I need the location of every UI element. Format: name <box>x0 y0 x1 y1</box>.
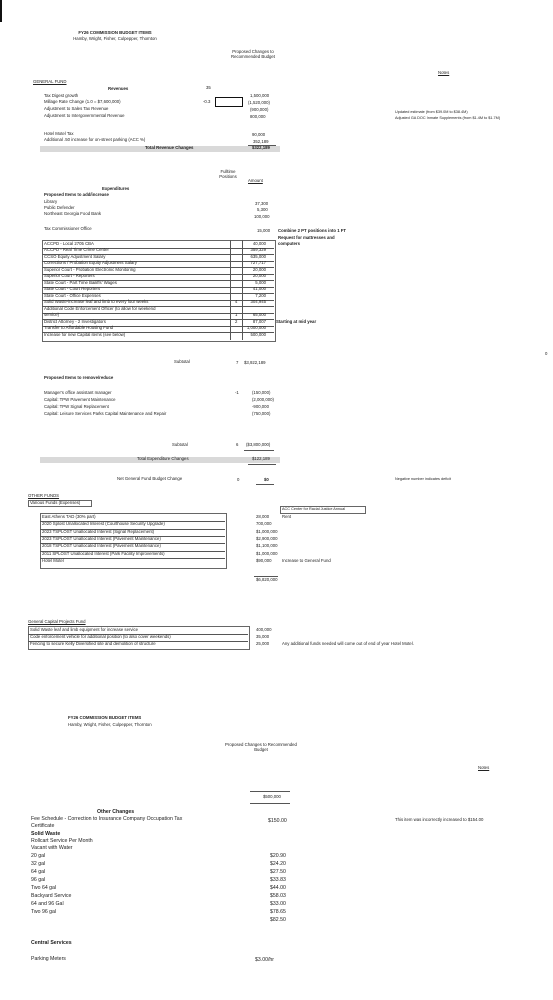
other-fund-amount: $90,000 <box>256 557 272 563</box>
other-fund-label: 2018 TSPLOST Unallocated Interest (Pavement Maintenance) <box>42 543 161 549</box>
remove-item-amount: (150,000) <box>252 390 271 395</box>
other-fund-amount: $2,900,000 <box>256 535 278 541</box>
rate-label: 96 gal <box>31 877 46 883</box>
tax-comm-note3: computers <box>278 241 300 246</box>
remove-item-label: Capital: Leisure Services Parks Capital Maintenance and Repair <box>44 411 167 416</box>
rate-amount: $27.50 <box>270 869 286 875</box>
net-note: Negative number indicates deficit <box>395 477 451 481</box>
capital-item-label: Code enforcement vehicle for additional position (to also cover weekends) <box>30 634 171 639</box>
other-fund-label: 2020 Splost Unallocated Interest (Courthouse Security Upgrade) <box>42 521 165 527</box>
revenue-note: Adjusted GA DOC Inmate Supplements (from $1.4M to $1.7M) <box>395 116 501 120</box>
remove-item-label: Manager's office assistant manager <box>44 390 112 395</box>
table-row-positions: 4 <box>235 299 238 305</box>
rule <box>250 791 290 792</box>
other-fund-label: East Athens TAD (30% part) <box>42 514 96 519</box>
rate-amount: $33.83 <box>270 877 286 883</box>
subtotal2-positions: 6 <box>236 442 239 447</box>
rate-label: 64 and 96 Gal <box>31 901 64 907</box>
table-row-amount: 1,000,000 <box>246 325 266 331</box>
marker-35: 35 <box>206 85 211 90</box>
capital-item-label: Fencing to secure Kelly Diversified site and demolition of structure <box>30 641 156 646</box>
other-funds-total: $6,820,000 <box>256 577 278 582</box>
table-row-label: State Court - Court Reporters <box>44 286 101 292</box>
table-row-amount: 500,000 <box>250 331 266 337</box>
table-row-amount: 5,000 <box>255 279 266 285</box>
capital-label: General Capital Projects Fund <box>28 619 86 624</box>
fee-amount: $150.00 <box>268 818 287 824</box>
net-label: Net General Fund Budget Change <box>117 476 183 481</box>
subtotal-label: Subtotal <box>174 359 190 364</box>
table-row-label: State Court - Office Expenses <box>44 292 101 298</box>
table-row-positions: 2 <box>235 318 238 324</box>
other-fund-amount: 28,000 <box>256 514 270 519</box>
page2-top-amount: $500,000 <box>263 794 281 799</box>
table-row-label: service) <box>44 312 60 318</box>
total-revenue-label: Total Revenue Changes <box>145 145 194 150</box>
add-item-label: Northeast Georgia Food Bank <box>44 211 102 216</box>
table-row-amount: 20,000 <box>252 273 266 279</box>
col-amount: Amount <box>248 178 263 183</box>
table-row-label: State Court - Part Time Bailiffs' Wages <box>44 279 117 285</box>
other-changes-heading: Other Changes <box>97 809 135 815</box>
rate-label: 64 gal <box>31 869 46 875</box>
table-row-label: ACCPD - Local 2705 CBA <box>44 240 94 246</box>
table-row-positions: 1 <box>235 312 238 318</box>
capital-item-amount: 400,000 <box>256 627 272 632</box>
page2-notes: Notes <box>478 765 490 770</box>
add-item-label: Public Defender <box>44 205 75 210</box>
rate-amount: $82.50 <box>270 917 286 923</box>
rate-input-box <box>215 97 243 107</box>
expenditures-heading: Expenditures <box>102 186 130 191</box>
other-fund-amount: $1,100,000 <box>256 543 278 549</box>
table-row-note: Starting at mid year <box>276 318 317 324</box>
table-row-amount: 65,000 <box>252 312 266 318</box>
revenues-heading: Revenues <box>108 86 129 91</box>
table-row-amount: 635,000 <box>250 253 266 259</box>
remove-item-amount: -900,000 <box>252 404 269 409</box>
table-row-label: Transfer to Affordable Housing Fund <box>44 325 114 331</box>
rate-value: -0.3 <box>203 99 211 104</box>
remove-item-label: Capital: TPW Signal Replacement <box>44 404 109 409</box>
col-fulltime-positions: Fulltime Positions <box>219 169 237 179</box>
total-exp-amount: $122,189 <box>252 456 270 461</box>
revenue-amount: (900,000) <box>250 107 269 112</box>
capital-item-note: Any additional funds needed will come out of end of year Hotel Motel. <box>282 641 414 646</box>
revenue-label: Adjustment to Intergovernmental Revenue <box>44 113 125 118</box>
capital-item-label: Solid Waste leaf and limb equipment for increase service <box>30 627 139 632</box>
revenue-label: Adjustment to Sales Tax Revenue <box>44 106 109 111</box>
subtotal-positions: 7 <box>236 360 239 365</box>
rule <box>248 464 276 465</box>
rate-label: Backyard Service <box>31 893 72 899</box>
other-fund-label: Hotel Motel <box>42 557 64 563</box>
rate-amount: $33.00 <box>270 901 286 907</box>
fee-label: Fee Schedule - Correction to Insurance Company Occupation Tax <box>31 816 183 822</box>
other-fund-label: 2023 TSPLOST Unallocated Interest (Signal Replacement) <box>42 528 155 534</box>
revenue-amount: (1,520,000) <box>248 100 270 105</box>
net-positions: 0 <box>237 477 240 482</box>
rate-amount: $20.90 <box>270 853 286 859</box>
remove-item-label: Capital: TPW Pavement Maintenance <box>44 397 116 402</box>
revenue-label: Hotel Motel Tax <box>44 131 74 136</box>
add-item-amount: 5,300 <box>257 207 268 212</box>
rate-label: Two 64 gal <box>31 885 57 891</box>
rate-label: 32 gal <box>31 861 46 867</box>
vacant-label: Vacant with Water <box>31 845 73 851</box>
page2-proposed-heading: Proposed Changes to Recommended Budget <box>225 742 297 752</box>
fee-note: This item was incorrectly increased to $154.00 <box>395 817 484 822</box>
central-services-heading: Central Services <box>31 940 72 946</box>
table-row-amount: 41,000 <box>252 286 266 292</box>
table-row-label: CCSO Equity Adjustment Salary <box>44 253 106 259</box>
edge-zero: 0 <box>545 351 548 356</box>
other-fund-amount: 700,000 <box>256 521 272 527</box>
table-row-label: District Attorney - 2 Investigators <box>44 318 106 324</box>
remove-item-amount: (2,000,000) <box>252 397 274 402</box>
rule <box>244 450 274 451</box>
parking-label: Parking Meters <box>31 956 66 962</box>
other-fund-note: Rent <box>282 514 292 519</box>
scan-edge-mark <box>0 0 2 22</box>
table-row-label: Additional Code Enforcement Officer (to allow for weekend <box>44 305 156 311</box>
table-row-amount: 304,945 <box>250 299 266 305</box>
table-row-label: ACCPD - Real Time Crime Center <box>44 247 109 253</box>
tax-comm-note2: Request for mattresses and <box>278 235 335 240</box>
rate-amount: $58.03 <box>270 893 286 899</box>
subtotal2-amount: ($3,800,000) <box>246 442 271 447</box>
table-row-amount: 20,000 <box>252 266 266 272</box>
grid-line <box>40 558 225 559</box>
subtotal-amount: $3,922,189 <box>244 360 266 365</box>
rule <box>256 484 274 485</box>
add-item-label: Library <box>44 199 58 204</box>
add-item-amount: 100,000 <box>254 214 270 219</box>
other-fund-amount: $1,000,000 <box>256 528 278 534</box>
revenue-amount: 800,000 <box>250 114 266 119</box>
other-fund-amount: $1,000,000 <box>256 550 278 556</box>
rate-label: Two 96 gal <box>31 909 57 915</box>
other-fund-label: 2011 SPLOST Unallocated Interest (Park Facility Improvements) <box>42 550 165 556</box>
other-fund-note: Increase to General Fund <box>282 557 331 563</box>
page-title: FY26 COMMISSION BUDGET ITEMS <box>78 30 152 35</box>
general-fund-label: GENERAL FUND <box>33 79 67 84</box>
net-amount: $0 <box>264 477 269 482</box>
revenue-amount: 352,189 <box>253 139 269 144</box>
total-revenue-amount: $322,189 <box>252 145 270 150</box>
tax-comm-label: Tax Commissioner Office <box>44 226 92 231</box>
table-row-amount: 40,000 <box>252 240 266 246</box>
revenue-note: Updated estimate (from $39.0M to $38.4M) <box>395 110 468 114</box>
acc-note: ACC Center for Racial Justice Annual <box>282 507 346 511</box>
page2-subtitle: Hamby, Wright, Fisher, Culpepper, Thornton <box>68 722 152 727</box>
table-row-amount: 727,717 <box>250 260 266 266</box>
rate-amount: $44.00 <box>270 885 286 891</box>
tax-comm-note: Combine 2 PT positions into 1 FT <box>278 228 347 233</box>
remove-item-positions: -1 <box>235 390 239 395</box>
grid-line <box>42 313 274 314</box>
rate-amount: $78.65 <box>270 909 286 915</box>
revenue-amount: 1,500,000 <box>250 93 270 98</box>
revenue-label: Additional .50 increase for on-street parking (ACC %) <box>44 137 146 142</box>
table-row-amount: 359,329 <box>250 247 266 253</box>
revenue-amount: 90,000 <box>252 132 266 137</box>
rate-label: 20 gal <box>31 853 46 859</box>
proposed-heading: Proposed Changes to Recommended Budget <box>231 49 275 59</box>
add-item-amount: 37,300 <box>255 201 269 206</box>
tax-comm-amount: 15,000 <box>257 228 271 233</box>
table-row-label: Superior Court - Probation Electronic Monitoring <box>44 266 136 272</box>
add-heading: Proposed Items to add/increase <box>44 192 109 197</box>
table-row-label: Solid Waste-increase leaf and limb to every four weeks <box>44 299 149 305</box>
other-fund-label: 2023 TSPLOST Unallocated Interest (Pavement Maintenance) <box>42 535 161 541</box>
remove-heading: Proposed Items to remove/reduce <box>44 375 114 380</box>
other-funds-label: OTHER FUNDS <box>28 493 60 498</box>
capital-item-amount: 25,000 <box>256 641 270 646</box>
subtotal2-label: Subtotal <box>172 442 188 447</box>
revenue-label: Tax Digest growth <box>44 93 79 98</box>
rollcart-label: Rollcart Service Per Month <box>31 838 93 844</box>
page2-title: FY26 COMMISSION BUDGET ITEMS <box>68 715 142 720</box>
total-exp-label: Total Expenditure Changes <box>137 456 189 461</box>
solid-waste-heading: Solid Waste <box>31 831 61 837</box>
fee-label2: Certificate <box>31 823 55 829</box>
table-row-amount: 7,200 <box>255 292 266 298</box>
parking-amount: $3.00/hr <box>255 957 275 963</box>
rate-amount: $24.20 <box>270 861 286 867</box>
table-row-label: Superior Court - Reporters <box>44 273 95 279</box>
page-subtitle: Hamby, Wright, Fisher, Culpepper, Thornton <box>73 36 157 41</box>
various-funds-label: Various Funds (Expenses) <box>30 500 81 505</box>
notes-heading: Notes <box>438 70 450 75</box>
revenue-label: Millage Rate Change (1.0 = $7,600,000) <box>44 99 121 104</box>
remove-item-amount: (750,000) <box>252 411 271 416</box>
capital-item-amount: 35,000 <box>256 634 270 639</box>
table-row-label: Corrections / Probation Equity Adjustment Salary <box>44 260 137 266</box>
table-row-amount: 87,007 <box>252 318 266 324</box>
rule <box>250 803 290 804</box>
table-row-label: Increase for new Capital items (see below) <box>44 331 126 337</box>
